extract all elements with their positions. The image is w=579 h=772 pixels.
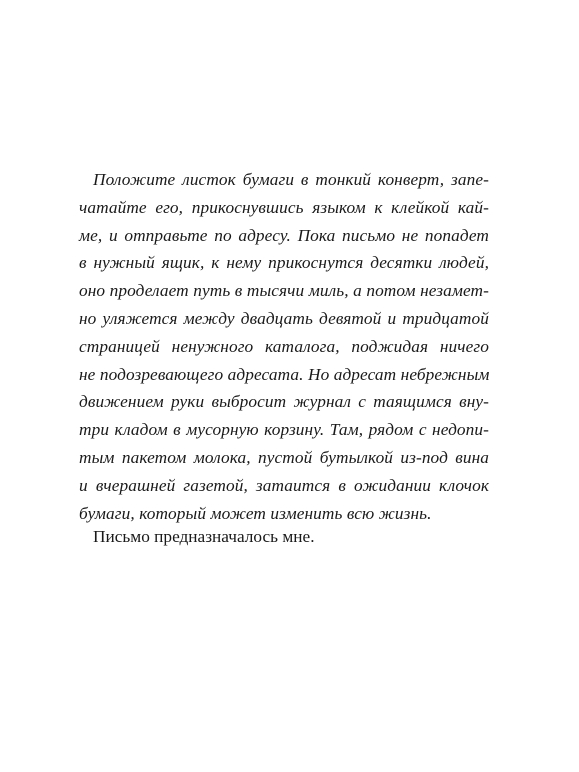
paragraph-line: оно проделает путь в тысячи миль, а потом незамет- [79,281,489,301]
closing-line: Письмо предназначалось мне. [93,527,315,546]
paragraph-line: но уляжется между двадцать девятой и тридцатой [79,308,489,328]
paragraph-line: чатайте его, прикоснувшись языком к клейкой кай- [79,197,489,217]
paragraph-line: не подозревающего адресата. Но адресат небрежным [79,364,490,384]
paragraph-line: ме, и отправьте по адресу. Пока письмо не попадет [79,225,489,245]
paragraph-line: бумаги, который может изменить всю жизнь. [79,503,432,523]
paragraph-line: движением руки выбросит журнал с таящимся вну- [79,392,489,412]
paragraph-line: три кладом в мусорную корзину. Там, рядом с недопи- [79,420,489,440]
paragraph-line: в нужный ящик, к нему прикоснутся десятки людей, [79,253,489,273]
paragraph-line: Положите листок бумаги в тонкий конверт, запе- [93,170,489,189]
paragraph-line: и вчерашней газетой, затаится в ожидании клочок [79,475,489,495]
italic-paragraph [79,166,489,527]
paragraph-line: страницей ненужного каталога, поджидая ничего [79,336,489,356]
paragraph-line: тым пакетом молока, пустой бутылкой из-под вина [79,447,489,467]
